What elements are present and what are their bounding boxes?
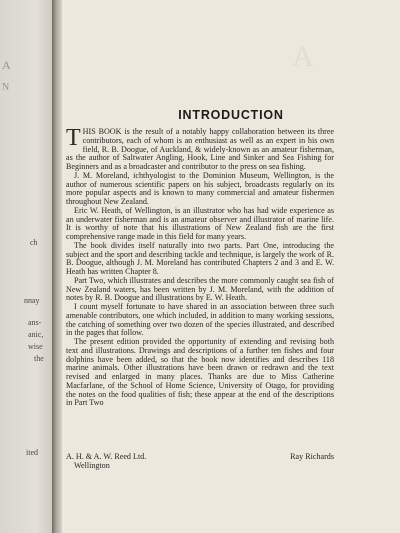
left-page-fragment: ch — [30, 238, 38, 247]
drop-cap: T — [66, 125, 81, 151]
paragraph: J. M. Moreland, ichthyologist to the Dominion Museum, Wellington, is the author of numerous scientific papers on his subject, broadcasts regularly on its more popular aspects and is known to many commercial and amateur fishermen throughout New Zealand. — [66, 170, 334, 206]
left-page-fragment: nnay — [24, 296, 40, 305]
paragraph: Part Two, which illustrates and describes the more commonly caught sea fish of New Zealand waters, has been written by J. M. Moreland, with the addition of notes by R. B. Doogue and illustrations by E. W. Heath. — [66, 275, 334, 303]
left-page-fragment: ans- — [28, 318, 42, 327]
page-title: INTRODUCTION — [178, 108, 284, 122]
paragraph: The present edition provided the opportunity of extending and revising both text and illustrations. Drawings and descriptions of a further ten fishes and four dolphins have been added, so that the book now identifies and describes 118 marine animals. Other illustrations have been drawn or redrawn and the text revised and enlarged in many places. Thanks are due to Miss Catherine Macfarlane, of the School of Home Science, University of Otago, for providing the notes on the food qualities of fish; these appear at the end of the descriptions in Part Two — [66, 337, 334, 408]
publisher-city: Wellington — [74, 461, 110, 470]
left-page-fragment: the — [34, 354, 44, 363]
show-through-mark: A — [292, 40, 316, 73]
left-page-fragment: wise — [28, 342, 43, 351]
publisher-name: A. H. & A. W. Reed Ltd. — [66, 452, 147, 461]
left-page-fragment: ited — [26, 448, 38, 457]
paragraph: THIS BOOK is the result of a notably happy collaboration between its three contributors, each of whom is an enthusiast as well as an expert in his own field, R. B. Doogue, of Auckland, & widely-known as an amateur fisherman, as the author of Saltwater Angling, Hook, Line and Sinker and Sea Fishing for Beginners and as a broadcaster and contributor to the press on sea fishing. — [66, 125, 334, 171]
introduction-text — [66, 125, 334, 408]
author-name: Ray Richards — [290, 452, 334, 461]
paragraph: I count myself fortunate to have shared in an association between three such amenable contributors, one which included, in addition to many working sessions, the catching of something over two dozen of the species illustrated, and described in the pages that follow. — [66, 302, 334, 338]
paragraph: Eric W. Heath, of Wellington, is an illustrator who has had wide experience as an underwater fisherman and is an amateur observer and illustrator of marine life. It is worthy of note that his illustrations of New Zealand fish are the first comprehensive range made in this field for many years. — [66, 205, 334, 241]
left-page-edge — [0, 0, 52, 533]
paragraph: The book divides itself naturally into two parts. Part One, introducing the subject and the sport and describing tackle and technique, is largely the work of R. B. Doogue, although J. M. Moreland has contributed Chapters 2 and 3 and E. W. Heath has written Chapter 8. — [66, 240, 334, 276]
publisher-info — [66, 452, 146, 470]
left-page-fragment: A — [2, 58, 11, 72]
left-page-fragment: N — [2, 82, 10, 93]
book-gutter — [52, 0, 62, 533]
book-page — [62, 0, 400, 533]
left-page-fragment: anic, — [28, 330, 44, 339]
